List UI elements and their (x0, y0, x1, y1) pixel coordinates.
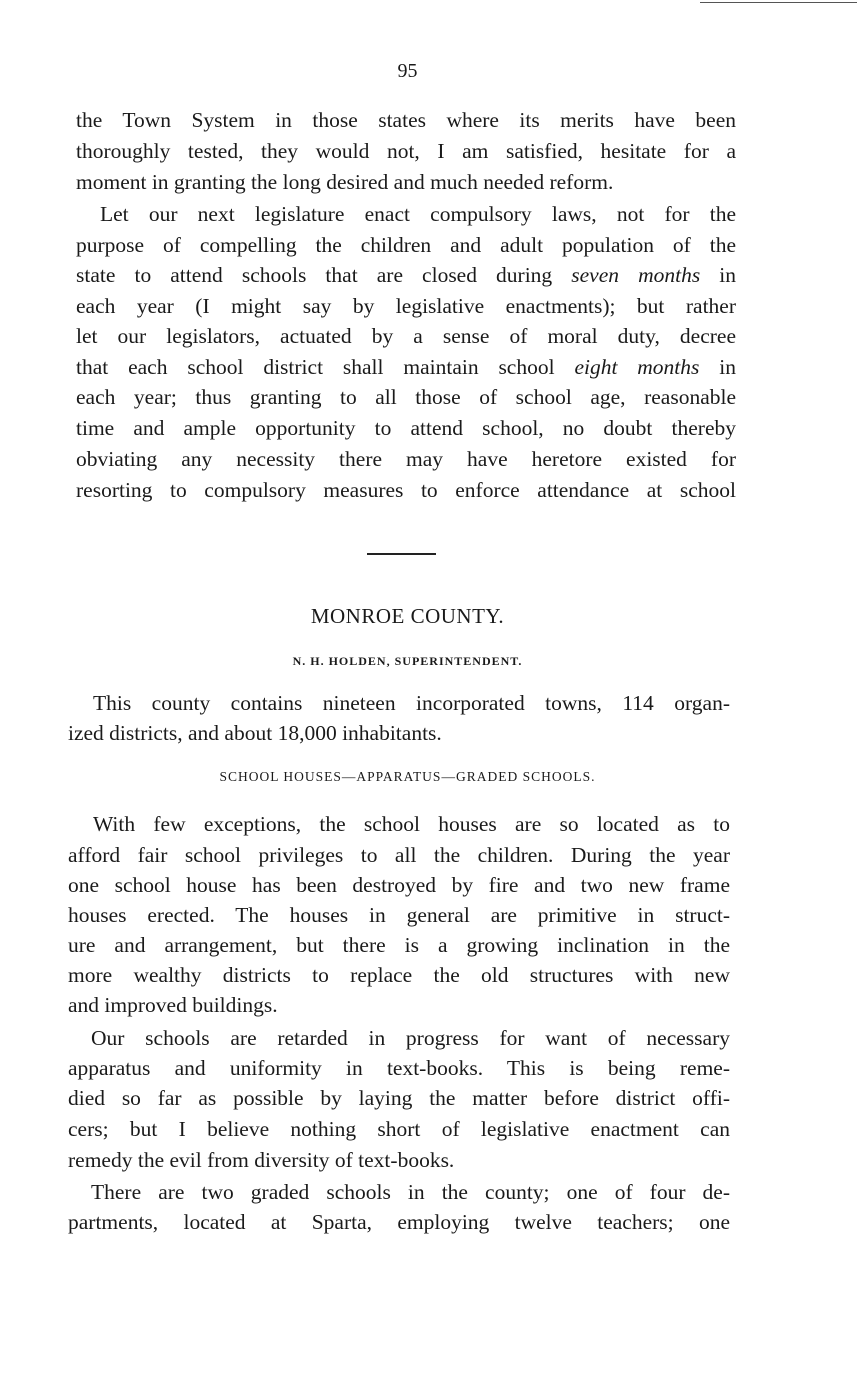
county-heading: MONROE COUNTY. (310, 604, 505, 628)
section-divider (367, 553, 436, 555)
text-line: Our schools are retarded in progress for want of necessary (91, 1026, 730, 1050)
text-line: obviating any necessity there may have heretore existed for (76, 447, 736, 471)
text-line: ized districts, and about 18,000 inhabitants. (68, 721, 442, 745)
text-line: This county contains nineteen incorporated towns, 114 organ- (93, 691, 730, 715)
text-line: There are two graded schools in the county; one of four de- (91, 1180, 730, 1204)
top-edge-rule (700, 2, 857, 3)
text-line: apparatus and uniformity in text-books. This is being reme- (68, 1056, 730, 1080)
text-line: Let our next legislature enact compulsory laws, not for the (100, 202, 736, 226)
text-line: one school house has been destroyed by fire and two new frame (68, 873, 730, 897)
line-text: in (719, 263, 737, 287)
text-line: time and ample opportunity to attend school, no doubt thereby (76, 416, 736, 440)
text-line: each year; thus granting to all those of school age, reasonable (76, 385, 736, 409)
text-line: let our legislators, actuated by a sense of moral duty, decree (76, 324, 736, 348)
text-line: ure and arrangement, but there is a growing inclination in the (68, 933, 730, 957)
text-line: moment in granting the long desired and much needed reform. (76, 170, 614, 194)
text-line: With few exceptions, the school houses are so located as to (93, 812, 730, 836)
section-subheading: SCHOOL HOUSES—APPARATUS—GRADED SCHOOLS. (219, 769, 596, 784)
line-text: in (719, 355, 736, 379)
text-line: purpose of compelling the children and adult population of the (76, 233, 736, 257)
line-text: that each school district shall maintain school (76, 355, 555, 379)
text-line: cers; but I believe nothing short of legislative enactment can (68, 1117, 730, 1141)
text-line: thoroughly tested, they would not, I am satisfied, hesitate for a (76, 139, 736, 163)
text-line: houses erected. The houses in general are primitive in struct- (68, 903, 730, 927)
text-line: afford fair school privileges to all the children. During the year (68, 843, 730, 867)
page-number: 95 (397, 60, 418, 82)
text-line: each year (I might say by legislative enactments); but rather (76, 294, 736, 318)
line-text: state to attend schools that are closed during (76, 263, 553, 287)
text-line (76, 260, 736, 290)
text-line: the Town System in those states where its merits have been (76, 108, 736, 132)
text-line: remedy the evil from diversity of text-books. (68, 1148, 455, 1172)
text-line: died so far as possible by laying the matter before district offi- (68, 1086, 730, 1110)
italic-phrase: eight months (574, 355, 700, 379)
italic-phrase: seven months (571, 263, 701, 287)
text-line: more wealthy districts to replace the old structures with new (68, 963, 730, 987)
text-line: partments, located at Sparta, employing twelve teachers; one (68, 1210, 730, 1234)
text-line: and improved buildings. (68, 993, 278, 1017)
text-line: resorting to compulsory measures to enforce attendance at school (76, 478, 736, 502)
text-line (76, 352, 736, 382)
superintendent-line: N. H. HOLDEN, SUPERINTENDENT. (292, 654, 523, 668)
